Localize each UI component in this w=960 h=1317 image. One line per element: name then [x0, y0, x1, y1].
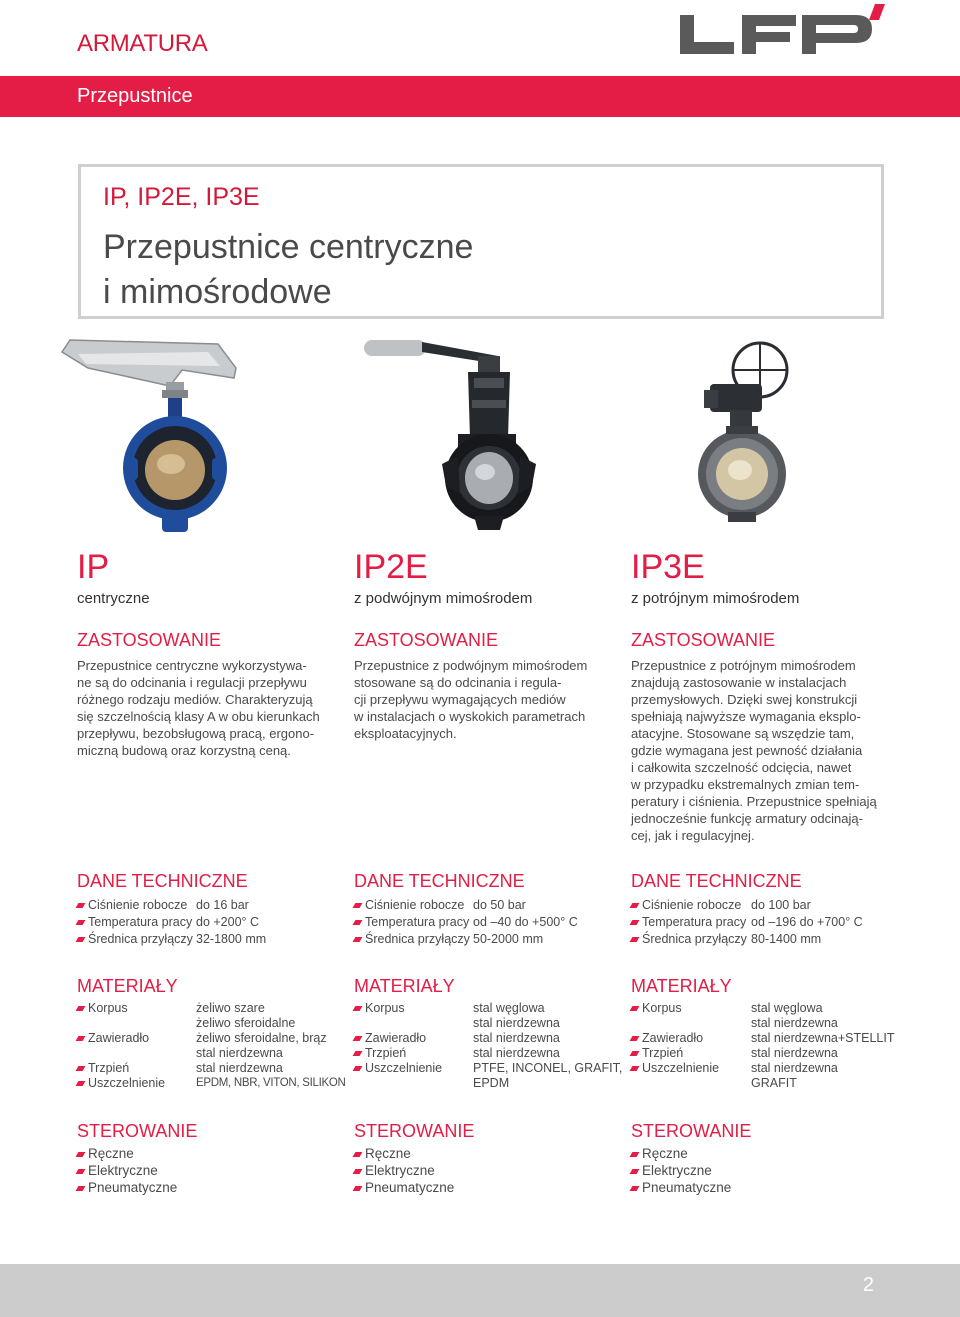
use-text [354, 657, 604, 742]
control-heading: STEROWANIE [631, 1121, 752, 1141]
ip2e-valve-image [362, 338, 548, 534]
use-line: stosowane są do odcinania i regula- [354, 675, 562, 690]
section-bar [0, 76, 960, 117]
bullet-icon [630, 937, 640, 942]
bullet-icon [353, 1006, 363, 1011]
use-line: Przepustnice centryczne wykorzystywa- [77, 658, 307, 673]
lfp-logo [678, 2, 886, 57]
use-line: cej, jak i regulacyjnej. [631, 828, 755, 843]
use-heading: ZASTOSOWANIE [354, 630, 499, 650]
tech-heading: DANE TECHNICZNE [77, 871, 248, 891]
product-subtitle: centryczne [77, 590, 150, 607]
footer-bar [0, 1264, 960, 1317]
tech-value: do 100 bar [751, 898, 811, 912]
tech-value: 50-2000 mm [473, 932, 544, 946]
ip3e-valve-image [696, 340, 794, 524]
bullet-icon [630, 1152, 640, 1157]
use-line: cji przepływu wymagających mediów [354, 692, 566, 707]
tech-label: Temperatura pracy [77, 914, 192, 931]
use-line: przepływu, bezobsługową pracą, ergono- [77, 726, 315, 741]
tech-value: 32-1800 mm [196, 932, 267, 946]
bullet-icon [76, 903, 86, 908]
product-code: IP2E [354, 548, 428, 586]
materials-heading: MATERIAŁY [631, 976, 732, 996]
bullet-icon [353, 1186, 363, 1191]
bullet-icon [353, 1152, 363, 1157]
use-text [631, 657, 881, 844]
use-line: przemysłowych. Dzięki swej konstrukcji [631, 692, 858, 707]
material-value: EPDM, NBR, VITON, SILIKON [196, 1077, 346, 1089]
bullet-icon [76, 1169, 86, 1174]
control-item: Elektryczne [77, 1162, 158, 1179]
control-item: Elektryczne [354, 1162, 435, 1179]
material-value: stal nierdzewna [473, 1031, 560, 1045]
title-box [78, 164, 884, 319]
bullet-icon [76, 1081, 86, 1086]
material-value: żeliwo szare [196, 1001, 265, 1015]
use-text [77, 657, 327, 759]
use-line: różnego rodzaju mediów. Charakteryzują [77, 692, 313, 707]
use-line: atacyjne. Stosowane są wszędzie tam, [631, 726, 855, 741]
material-label: Uszczelnienie [354, 1060, 442, 1077]
use-line: peratury i ciśnienia. Przepustnice spełniają [631, 794, 877, 809]
use-heading: ZASTOSOWANIE [631, 630, 776, 650]
bullet-icon [76, 1152, 86, 1157]
material-value: GRAFIT [751, 1076, 797, 1090]
bullet-icon [630, 1169, 640, 1174]
tech-label: Ciśnienie robocze [77, 897, 187, 914]
page-title-line1: Przepustnice centryczne [103, 228, 474, 266]
column-ip2e [354, 548, 616, 624]
bullet-icon [630, 1006, 640, 1011]
use-line: Przepustnice z potrójnym mimośrodem [631, 658, 856, 673]
control-item: Elektryczne [631, 1162, 712, 1179]
material-value: żeliwo sferoidalne [196, 1016, 296, 1030]
tech-value: od –40 do +500° C [473, 915, 578, 929]
bullet-icon [353, 1169, 363, 1174]
tech-label: Średnica przyłączy [77, 931, 193, 948]
materials-heading: MATERIAŁY [354, 976, 455, 996]
control-item: Pneumatyczne [631, 1179, 731, 1196]
bullet-icon [76, 1066, 86, 1071]
use-line: eksploatacyjnych. [354, 726, 457, 741]
column-ip3e [631, 548, 893, 624]
bullet-icon [76, 1186, 86, 1191]
tech-label: Ciśnienie robocze [354, 897, 464, 914]
bullet-icon [630, 1036, 640, 1041]
control-item: Ręczne [77, 1145, 134, 1162]
tech-label: Średnica przyłączy [631, 931, 747, 948]
bullet-icon [76, 1036, 86, 1041]
bullet-icon [353, 1036, 363, 1041]
materials-heading: MATERIAŁY [77, 976, 178, 996]
tech-heading: DANE TECHNICZNE [354, 871, 525, 891]
tech-heading: DANE TECHNICZNE [631, 871, 802, 891]
material-label: Korpus [631, 1000, 682, 1017]
bullet-icon [353, 937, 363, 942]
material-value: stal nierdzewna+STELLIT [751, 1031, 895, 1045]
product-subtitle: z podwójnym mimośrodem [354, 590, 533, 607]
header-title: ARMATURA [77, 30, 208, 57]
material-value: stal nierdzewna [751, 1046, 838, 1060]
bullet-icon [630, 1051, 640, 1056]
bullet-icon [630, 1186, 640, 1191]
material-value: stal węglowa [473, 1001, 545, 1015]
use-line: spełniają najwyższe wymagania eksplo- [631, 709, 861, 724]
bullet-icon [630, 920, 640, 925]
use-line: ne są do odcinania i regulacji przepływu [77, 675, 307, 690]
material-value: stal nierdzewna [473, 1046, 560, 1060]
page-title [103, 225, 473, 315]
control-heading: STEROWANIE [77, 1121, 198, 1141]
material-value: EPDM [473, 1076, 510, 1090]
bullet-icon [76, 920, 86, 925]
use-line: miczną budową oraz korzystną ceną. [77, 743, 291, 758]
use-line: w przypadku ekstremalnych zmian tem- [631, 777, 860, 792]
title-codes: IP, IP2E, IP3E [103, 183, 260, 211]
material-value: stal węglowa [751, 1001, 823, 1015]
bullet-icon [353, 903, 363, 908]
material-label: Trzpień [631, 1045, 683, 1062]
use-line: Przepustnice z podwójnym mimośrodem [354, 658, 588, 673]
material-label: Korpus [77, 1000, 128, 1017]
material-value: stal nierdzewna [196, 1046, 283, 1060]
material-label: Trzpień [77, 1060, 129, 1077]
control-item: Pneumatyczne [77, 1179, 177, 1196]
page-title-line2: i mimośrodowe [103, 273, 332, 311]
ip-valve-image [58, 338, 248, 534]
material-label: Korpus [354, 1000, 405, 1017]
control-item: Ręczne [631, 1145, 688, 1162]
material-value: stal nierdzewna [751, 1016, 838, 1030]
use-line: się szczelnością klasy A w obu kierunkach [77, 709, 320, 724]
material-label: Zawieradło [354, 1030, 426, 1047]
tech-label: Średnica przyłączy [354, 931, 470, 948]
tech-label: Temperatura pracy [631, 914, 746, 931]
control-item: Ręczne [354, 1145, 411, 1162]
tech-label: Ciśnienie robocze [631, 897, 741, 914]
bullet-icon [630, 1066, 640, 1071]
bullet-icon [353, 1066, 363, 1071]
material-value: żeliwo sferoidalne, brąz [196, 1031, 327, 1045]
use-line: jednocześnie funkcję armatury odcinają- [631, 811, 863, 826]
use-line: znajdują zastosowanie w instalacjach [631, 675, 847, 690]
material-value: PTFE, INCONEL, GRAFIT, [473, 1061, 623, 1075]
section-label: Przepustnice [77, 85, 193, 107]
tech-value: do 16 bar [196, 898, 249, 912]
page-number: 2 [862, 1274, 874, 1296]
tech-value: 80-1400 mm [751, 932, 822, 946]
tech-value: od –196 do +700° C [751, 915, 863, 929]
material-label: Zawieradło [631, 1030, 703, 1047]
column-ip [77, 548, 339, 624]
use-line: w instalacjach o wyskokich parametrach [354, 709, 586, 724]
material-value: stal nierdzewna [751, 1061, 838, 1075]
tech-value: do 50 bar [473, 898, 526, 912]
use-heading: ZASTOSOWANIE [77, 630, 222, 650]
bullet-icon [353, 920, 363, 925]
bullet-icon [630, 903, 640, 908]
tech-label: Temperatura pracy [354, 914, 469, 931]
bullet-icon [76, 937, 86, 942]
product-code: IP3E [631, 548, 705, 586]
bullet-icon [76, 1006, 86, 1011]
control-item: Pneumatyczne [354, 1179, 454, 1196]
product-code: IP [77, 548, 110, 586]
material-label: Uszczelnienie [631, 1060, 719, 1077]
material-value: stal nierdzewna [473, 1016, 560, 1030]
material-label: Trzpień [354, 1045, 406, 1062]
material-label: Zawieradło [77, 1030, 149, 1047]
bullet-icon [353, 1051, 363, 1056]
material-value: stal nierdzewna [196, 1061, 283, 1075]
product-subtitle: z potrójnym mimośrodem [631, 590, 800, 607]
use-line: gdzie wymagana jest pewność działania [631, 743, 863, 758]
control-heading: STEROWANIE [354, 1121, 475, 1141]
material-label: Uszczelnienie [77, 1075, 165, 1092]
tech-value: do +200° C [196, 915, 260, 929]
use-line: i całkowita szczelność odcięcia, nawet [631, 760, 852, 775]
